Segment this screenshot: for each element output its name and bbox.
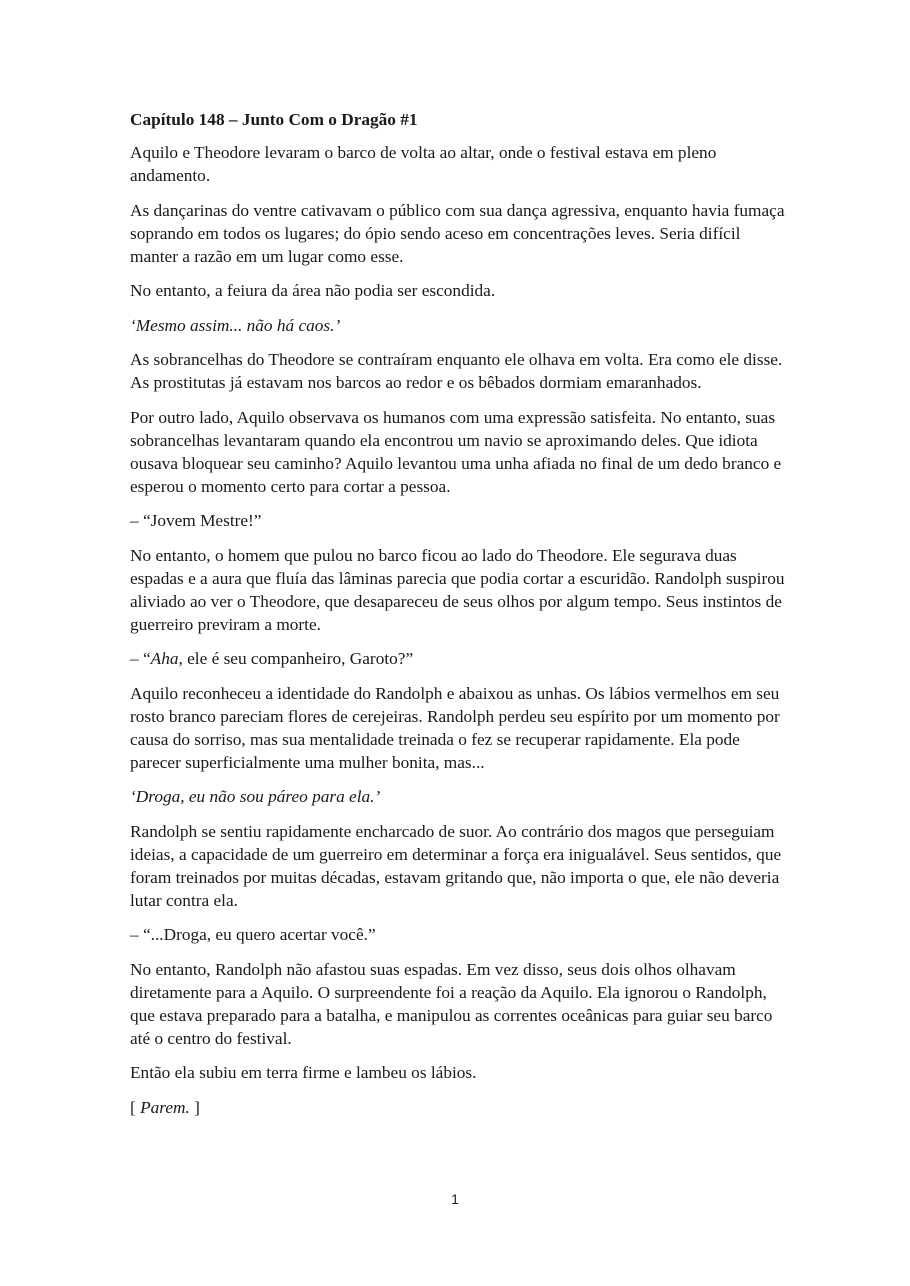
speech-text: Parem. xyxy=(140,1097,190,1117)
paragraph: Aquilo reconheceu a identidade do Randolph e abaixou as unhas. Os lábios vermelhos em seu rosto branco pareciam flores de cerejeiras. Randolph perdeu seu espírito por um momento por causa do sorriso, mas sua mentalidade treinada o fez se recuperar rapidamente. Ela pode parecer superficialmente uma mulher bonita, mas... xyxy=(130,683,780,772)
paragraph: No entanto, a feiura da área não podia ser escondida. xyxy=(130,281,496,300)
paragraph: As dançarinas do ventre cativavam o público com sua dança agressiva, enquanto havia fumaça soprando em todos os lugares; do ópio sendo aceso em concentrações leves. Seria difícil manter a razão em um lugar como esse. xyxy=(130,200,785,266)
paragraph: Então ela subiu em terra firme e lambeu os lábios. xyxy=(130,1063,477,1082)
paragraph: No entanto, Randolph não afastou suas espadas. Em vez disso, seus dois olhos olhavam diretamente para a Aquilo. O surpreendente foi a reação da Aquilo. Ela ignorou o Randolph, que estava preparado para a batalha, e manipulou as correntes oceânicas para guiar seu barco até o centro do festival. xyxy=(130,959,773,1048)
speech-paragraph xyxy=(130,1096,785,1119)
dialogue-paragraph: – “Jovem Mestre!” xyxy=(130,511,262,530)
page-content xyxy=(130,108,785,1130)
page-number: 1 xyxy=(451,1191,459,1207)
dialogue-open: – “ xyxy=(130,649,151,668)
chapter-title: Capítulo 148 – Junto Com o Dragão #1 xyxy=(130,110,418,129)
thought-paragraph: ‘Mesmo assim... não há caos.’ xyxy=(130,315,341,335)
paragraph: As sobrancelhas do Theodore se contraíram enquanto ele olhava em volta. Era como ele disse. As prostitutas já estavam nos barcos ao redor e os bêbados dormiam emaranhados. xyxy=(130,350,783,392)
dialogue-rest: , ele é seu companheiro, Garoto?” xyxy=(178,649,414,668)
paragraph: Aquilo e Theodore levaram o barco de volta ao altar, onde o festival estava em pleno andamento. xyxy=(130,143,717,185)
dialogue-paragraph xyxy=(130,647,785,670)
paragraph: Randolph se sentiu rapidamente encharcado de suor. Ao contrário dos magos que perseguiam ideias, a capacidade de um guerreiro em determinar a força era inigualável. Seus sentidos, que foram treinados por muitas décadas, estavam gritando que, não importa o que, ele não deveria lutar contra ela. xyxy=(130,821,782,910)
bracket-open: [ xyxy=(130,1097,141,1117)
dialogue-emphasis: Aha xyxy=(150,649,179,668)
thought-paragraph: ‘Droga, eu não sou páreo para ela.’ xyxy=(130,787,381,806)
paragraph: Por outro lado, Aquilo observava os humanos com uma expressão satisfeita. No entanto, suas sobrancelhas levantaram quando ela encontrou um navio se aproximando deles. Que idiota ousava bloquear seu caminho? Aquilo levantou uma unha afiada no final de um dedo branco e esperou o momento certo para cortar a pessoa. xyxy=(130,407,782,496)
dialogue-paragraph: – “...Droga, eu quero acertar você.” xyxy=(130,925,376,944)
bracket-close: ] xyxy=(189,1097,200,1117)
paragraph: No entanto, o homem que pulou no barco ficou ao lado do Theodore. Ele segurava duas espadas e a aura que fluía das lâminas parecia que podia cortar a escuridão. Randolph suspirou aliviado ao ver o Theodore, que desapareceu de seus olhos por algum tempo. Seus instintos de guerreiro previram a morte. xyxy=(130,545,785,634)
